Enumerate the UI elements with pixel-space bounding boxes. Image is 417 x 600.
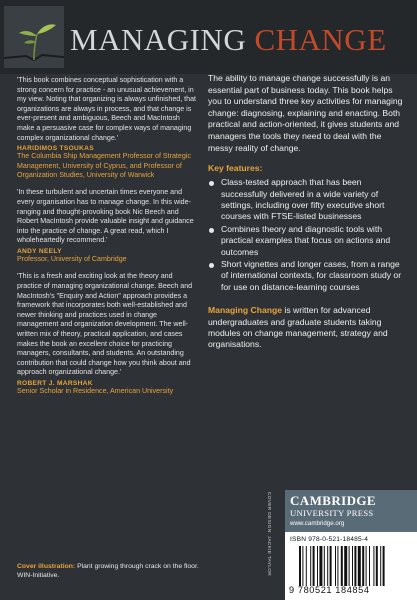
publisher-logo-block bbox=[285, 490, 417, 532]
feature-text: Combines theory and diagnostic tools with practical examples that focus on actions and outcomes bbox=[221, 223, 391, 257]
plant-cover-image bbox=[4, 6, 64, 68]
endorsement-quote: 'In these turbulent and uncertain times everyone and every organisation has to manage change. In this wide-ranging and thought-provoking book Nic Beech and Robert MacIntosh provide valuable insight and guidance into the practice of change. A great read, which I wholeheartedly recommend.' bbox=[17, 188, 194, 245]
title-band bbox=[0, 0, 417, 74]
endorser-role: The Columbia Ship Management Professor of Strategic Management, University of Cyprus, and Professor of Organization Studies, University of Warwick bbox=[17, 152, 191, 179]
barcode-block bbox=[285, 532, 417, 600]
endorser-name: ROBERT J. MARSHAK bbox=[17, 379, 93, 387]
cover-design-credit bbox=[263, 492, 273, 582]
isbn-text: ISBN 978-0-521-18485-4 bbox=[290, 536, 369, 543]
book-title bbox=[70, 22, 387, 58]
cover-illustration-note bbox=[17, 562, 207, 580]
bullet-icon bbox=[209, 181, 214, 186]
title-managing: MANAGING bbox=[70, 22, 247, 57]
endorsement-3 bbox=[17, 272, 197, 396]
bullet-icon bbox=[209, 263, 214, 268]
bullet-icon bbox=[209, 228, 214, 233]
key-features-list bbox=[208, 177, 403, 293]
endorsements-column bbox=[17, 76, 197, 396]
barcode-number: 9 780521 184854 bbox=[289, 585, 370, 595]
title-change: CHANGE bbox=[254, 22, 387, 57]
list-item bbox=[208, 177, 403, 223]
key-features-heading: Key features: bbox=[208, 163, 263, 174]
barcode-icon bbox=[299, 546, 411, 586]
endorser-role: Senior Scholar in Residence, American University bbox=[17, 386, 174, 395]
description-column bbox=[208, 73, 403, 351]
audience-text: is written for advanced undergraduates and graduate students taking modules on change management, strategy and organisations. bbox=[208, 305, 388, 350]
endorser-name: HARIDIMOS TSOUKAS bbox=[17, 145, 94, 153]
audience-statement bbox=[208, 305, 403, 351]
feature-text: Short vignettes and longer cases, from a range of international contexts, for classroom study or for use on distance-learning courses bbox=[221, 259, 402, 292]
cover-design-credit-text: COVER DESIGN: JACKIE TAYLOR bbox=[266, 492, 271, 577]
endorsement-quote: 'This book combines conceptual sophistication with a strong concern for practice - an unusual achievement, in my view. Noting that organizing is always unfinished, that organizations are always in process, and that change is ever-present and ambiguous, Beech and MacIntosh make a persuasive case for complex ways of managing complex organizational change.' bbox=[17, 76, 197, 142]
feature-text: Class-tested approach that has been successfully delivered in a wide variety of settings, including over fifty executive short courses with FTSE-listed businesses bbox=[221, 177, 385, 222]
endorsement-1 bbox=[17, 76, 197, 180]
cover-illustration-label: Cover illustration: bbox=[17, 563, 76, 570]
endorsement-2 bbox=[17, 188, 197, 264]
endorsement-quote: 'This is a fresh and exciting look at the theory and practice of managing organizational change. Beech and MacIntosh's "Enquiry and Action" approach provides a framework that incorporates both well-established and newer thinking and practices used in change management and organization development. The well-written mix of theory, practical application, and cases makes the book an excellent choice for practicing managers, consultants, and students. An outstanding contribution that could change how you think about and approach organizational change.' bbox=[17, 272, 193, 377]
publisher-name: CAMBRIDGE bbox=[290, 493, 376, 508]
book-blurb: The ability to manage change successfully is an essential part of business today. This book helps you to understand three key activities for managing change: diagnosing, explaining and enacting. Both practical and action-oriented, it gives students and managers the tools they need to deal with the messy reality of change. bbox=[208, 73, 403, 153]
list-item bbox=[208, 224, 403, 258]
cover-illustration-text: Plant growing through crack on the floor. WIN-Initiative. bbox=[17, 563, 199, 579]
list-item bbox=[208, 259, 403, 293]
publisher-press: UNIVERSITY PRESS bbox=[290, 508, 374, 518]
publisher-website: www.cambridge.org bbox=[290, 520, 345, 527]
audience-book-title: Managing Change bbox=[208, 305, 283, 316]
endorser-name: ANDY NEELY bbox=[17, 247, 62, 255]
endorser-role: Professor, University of Cambridge bbox=[17, 254, 127, 263]
